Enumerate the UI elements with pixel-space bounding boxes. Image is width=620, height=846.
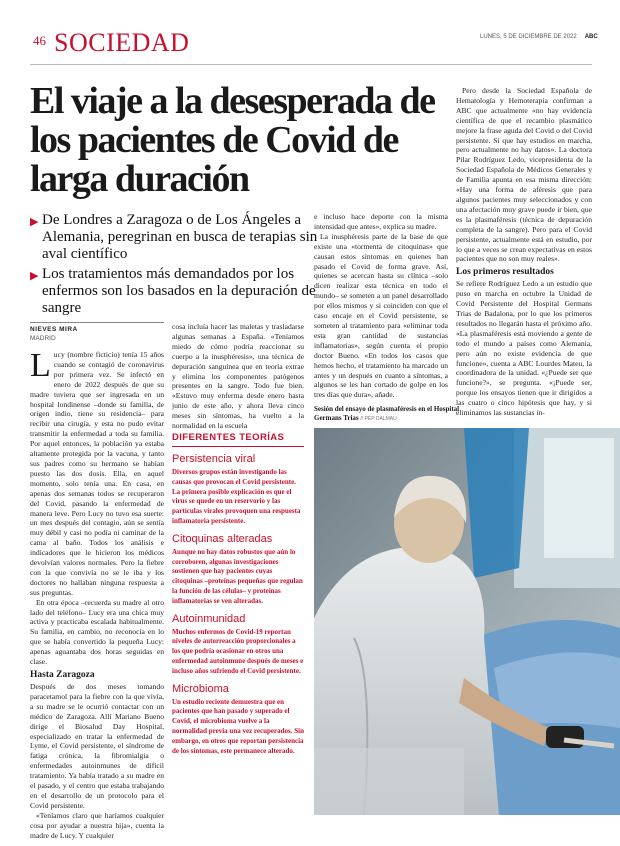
col3-paragraph-2: La inusphéresis parte de la base de que existe una «tormenta de citoquinas» que causan estos síntomas en quienes han pasado el Covid de forma grave. Así, quienes se acercan hasta su clínica –solo dicen realizar esta técnica en todo el mundo– se someten a un panel desarrollado por ellos mismos y si coinciden con que el caso encaje en el Covid persistente, se someten al tratamiento para «eliminar toda esta gran cantidad de sustancias inflamatorias», según cuenta el propio doctor Bueno. «En todos los casos que hemos hecho, el tratamiento ha marcado un antes y un después en cuanto a síntomas, a algunos se les han cortado de golpe en los tres días que dura», añade. [314, 231, 448, 400]
date: LUNES, 5 DE DICIEMBRE DE 2022 [480, 34, 577, 40]
subhead-2-text: Los tratamientos más demandados por los enfermos son los basados en la depuración de sangre [42, 266, 316, 316]
triangle-bullet-icon: ▶ [30, 270, 39, 282]
subhead-1 [30, 212, 330, 263]
caption-text: Sesión del ensayo de plasmaféresis en el Hospital Germans Trias [314, 405, 460, 422]
byline-rule [30, 322, 164, 323]
sidebar-heading-2: Citoquinas alteradas [172, 532, 273, 545]
triangle-bullet-icon: ▶ [30, 216, 39, 228]
sidebar-theories [172, 432, 304, 756]
sidebar-text-3: Muchos enfermos de Covid-19 reportan niveles de autorreacción proporcionales a los que podría ocasionar en otros una enfermedad autoinmune después de meses e incluso años sufriendo el Covid persistente. [172, 627, 304, 675]
col1-paragraph-3: Después de dos meses tomando paracetamol para la fiebre con la que vivía, a su madre se le ocurrió contactar con un médico de Zaragoza. Allí Mariano Bueno dirige el Biosalud Day Hospital, especializado en tratar la enfermedad de Lyme, el Covid persistente, el síndrome de fatiga crónica, la fibromialgia o enfermedades autoinmunes de difícil tratamiento. Ya había tratado a su madre en el pasado, y el centro que estaba trabajando en el desarrollo de un protocolo para el Covid persistente. [30, 682, 164, 810]
byline-city: MADRID [30, 335, 56, 342]
col4-paragraph-1: Pero desde la Sociedad Española de Hematología y Hemoterapia confirman a ABC que actualmente «no hay evidencia científica de que el recambio plasmático mejore la frase aguda del Covid o del Covid persistente. Sí que hay estudios en marcha, pero actualmente no hay datos». La doctora Pilar Rodríguez Ledo, vicepresidenta de la Sociedad Española de Médicos Generales y de Familia apunta en esa misma dirección: «Hay una forma de aféresis que para algunos pacientes muy seleccionados y con una afectación muy grave puede ir bien, que es la plasmaféresis (técnica de depuración completa de la sangre). Pero para el Covid persistente, actualmente está en estudio, por lo que a veces se crean expectativas en estos pacientes que no son muy reales». [456, 86, 592, 264]
headline: El viaje a la desesperada de los pacientes de Covid de larga duración [30, 80, 435, 200]
sidebar-heading-1: Persistencia viral [172, 453, 256, 465]
subhead-1-text: De Londres a Zaragoza o de Los Ángeles a Alemania, peregrinan en busca de terapias sin aval científico [42, 212, 318, 262]
byline-author: NIEVES MIRA [30, 326, 78, 333]
sidebar-heading-4: Microbioma [172, 682, 229, 695]
col1-paragraph-1: ucy (nombre ficticio) tenía 15 años cuando se contagió de coronavirus por primera vez. Se infectó en enero de 2022 después de que su madre tuviera que ser ingresada en un hospital londinense –donde su familia, de origen indio, tiene su residencia– para recibir una cirugía, y esta no pudo evitar transmitir la enfermedad a toda su familia. Por aquel entonces, la población ya estaba altamente protegida por la vacuna, y tanto sus padres como su hermano se habían puesto las dos dosis. Ella, en aquel momento, solo tenía una. En casa, en apenas dos semanas todos se recuperaron del Covid, pasando la enfermedad de manera leve. Pero Lucy no tuvo esa suerte: un mes después del contagio, aún se sentía muy débil y casi no podía ni caminar de la cama al baño. Todos los análisis e indicadores que le hicieron los médicos devolvían valores normales. Pero la fiebre con la que convivía no se le iba y los doctores no hallaban ninguna respuesta a sus preguntas. [30, 350, 164, 597]
sidebar-text-2: Aunque no hay datos robustos que aún lo corroboren, algunas investigaciones sostienen que hay pacientes cuyas citoquinas –proteínas pequeñas que regulan la función de las células– y proteínas inflamatorias se ven alteradas. [172, 547, 303, 605]
sidebar-heading-3: Autoinmunidad [172, 612, 246, 625]
dateline [480, 34, 598, 40]
column-3 [314, 212, 448, 400]
photo-credit: // PEP DALMAU [360, 416, 397, 422]
sidebar-title: DIFERENTES TEORÍAS [172, 432, 304, 447]
column-1 [30, 347, 164, 841]
sidebar-text-4: Un estudio reciente demuestra que en pacientes que han pasado y superado el Covid, el microbioma vuelve a la normalidad previa una vez recuperados. Sin embargo, en otros que reportan persistencia de los síntomas, este permanece alterado. [172, 697, 304, 755]
page-number: 46 [33, 33, 46, 48]
hospital-photo-illustration [314, 428, 620, 815]
col4-heading: Los primeros resultados [456, 267, 554, 278]
col3-paragraph-1: e incluso hace deporte con la misma intensidad que antes», explica su madre. [314, 212, 448, 231]
hospital-photo [314, 428, 620, 815]
photo-caption [314, 405, 460, 424]
column-4 [456, 86, 592, 418]
sidebar-text-1: Diversos grupos están investigando las causas que provocan el Covid persistente. La primera posible explicación es que el virus se quede en un reservorio y las partículas virales provoquen una respuesta inflamatoria persistente. [172, 468, 301, 525]
col4-paragraph-2: Se refiere Rodríguez Ledo a un estudio que puso en marcha en octubre la Unidad de Covid Persistente del Hospital Germans Trias de Badalona, por lo que los primeros resultados no llegarán hasta el próximo año. «La plasmaféresis está moviendo a gente de todo el mundo a países como Alemania, pero aún no existe evidencia de que funcione», cuenta a ABC Lourdes Mateu, la coordinadora de la unidad. «¿Puede ser que funcione?», se pregunta. «¡Puede ser, porque los ensayos tienen que ir dirigidos a las cuatro o cinco hipótesis que hay, y si eliminamos las sustancias in- [456, 279, 592, 418]
brand: ABC [584, 34, 598, 40]
subhead-2 [30, 266, 330, 317]
col2-paragraph-1: cosa incluía hacer las maletas y trasladarse algunas semanas a España. «Teníamos miedo de cómo podría reaccionar su cuerpo a la inusphéresis», una técnica de depuración sanguínea que en teoría extrae y elimina los componentes patógenos presentes en la sangre. Todo fue bien. «Estuvo muy enferma desde enero hasta junio de este año, y ahora lleva cinco meses sin síntomas, ha vuelto a la normalidad en la escuela [172, 322, 304, 431]
col1-paragraph-2: En otra época –recuerda su madre al otro lado del teléfono– Lucy era una chica muy activa y practicaba escalada habitualmente. Su familia, en cambio, no reconocía en lo que se había convertido la pequeña Lucy: apenas aguantaba dos horas seguidas en clase. [30, 597, 164, 667]
col1-paragraph-4: «Teníamos claro que haríamos cualquier cosa por ayudar a nuestra hija», cuenta la madre de Lucy. Y cualquier [30, 810, 164, 840]
column-2 [172, 322, 304, 431]
col1-heading: Hasta Zaragoza [30, 670, 95, 680]
section-title: SOCIEDAD [54, 28, 190, 57]
header-rule [30, 64, 592, 65]
drop-cap: L [30, 347, 51, 384]
